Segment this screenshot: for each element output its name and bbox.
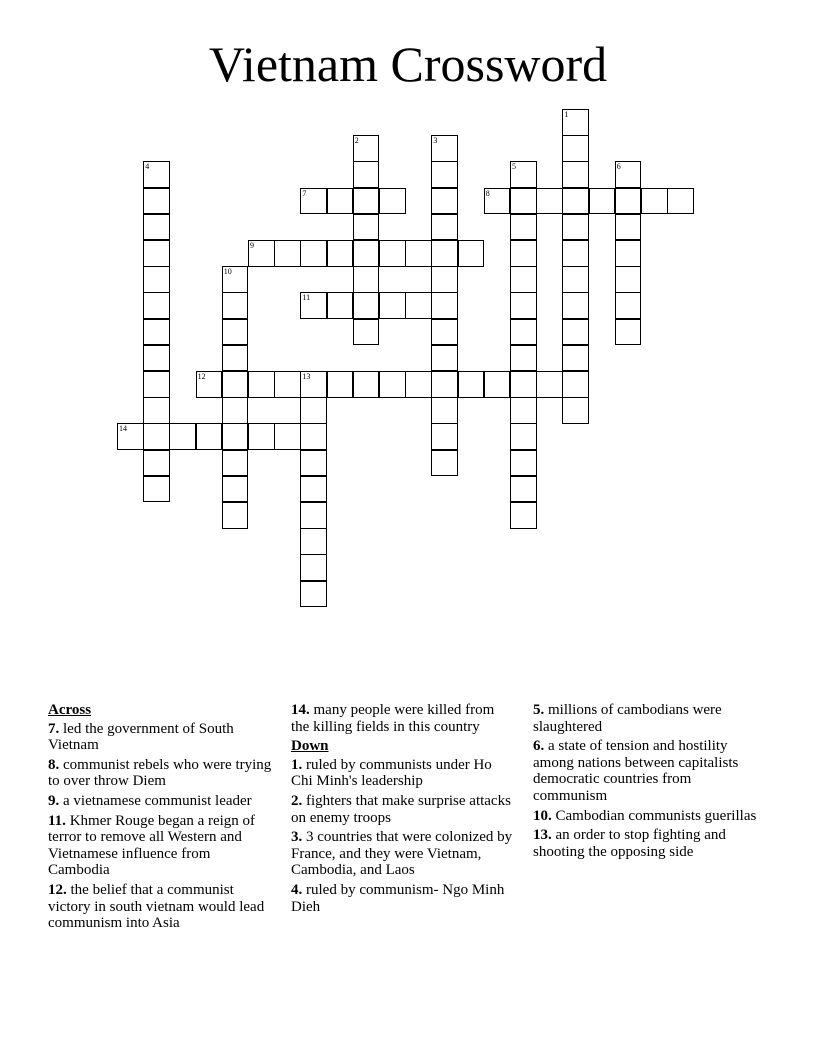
grid-cell[interactable]: [562, 292, 589, 319]
clue-across-8: 8. communist rebels who were trying to over throw Diem: [48, 756, 272, 790]
grid-cell[interactable]: [562, 397, 589, 424]
grid-cell[interactable]: [615, 161, 642, 188]
clues-column-3: [533, 702, 758, 863]
clue-down-4: 4. ruled by communism- Ngo Minh Dieh: [291, 881, 505, 915]
clue-number: 11: [302, 293, 311, 303]
grid-cell[interactable]: [667, 188, 694, 215]
grid-cell[interactable]: [431, 423, 458, 450]
clue-number: 3: [433, 136, 438, 146]
grid-cell[interactable]: [510, 319, 537, 346]
clue-down-6: 6. a state of tension and hostility among nations between capitalists democratic countries from communism: [533, 738, 739, 804]
grid-cell[interactable]: [510, 161, 537, 188]
grid-cell[interactable]: [143, 319, 170, 346]
grid-cell[interactable]: [562, 240, 589, 267]
grid-cell[interactable]: [431, 292, 458, 319]
grid-cell[interactable]: [458, 240, 485, 267]
grid-cell[interactable]: [510, 214, 537, 241]
grid-cell[interactable]: [562, 266, 589, 293]
grid-cell[interactable]: [300, 292, 327, 319]
grid-cell[interactable]: [562, 319, 589, 346]
grid-cell[interactable]: [300, 554, 327, 581]
across-heading: Across: [48, 702, 92, 718]
clue-across-11: 11. Khmer Rouge began a reign of terror to remove all Western and Vietnamese influence from Cambodia: [48, 812, 256, 879]
grid-cell[interactable]: [615, 319, 642, 346]
grid-cell[interactable]: [143, 292, 170, 319]
grid-cell[interactable]: [143, 397, 170, 424]
grid-cell[interactable]: [274, 423, 301, 450]
grid-cell[interactable]: [615, 266, 642, 293]
grid-cell[interactable]: [300, 371, 327, 398]
clue-number: 7: [302, 188, 307, 198]
grid-cell[interactable]: [379, 371, 406, 398]
grid-cell[interactable]: [222, 397, 249, 424]
grid-cell[interactable]: [379, 292, 406, 319]
grid-cell[interactable]: [353, 319, 380, 346]
clues-column-2: [291, 702, 516, 918]
clue-down-10: 10. Cambodian communists guerillas: [533, 807, 757, 824]
grid-cell[interactable]: [222, 345, 249, 372]
grid-cell[interactable]: [615, 214, 642, 241]
grid-cell[interactable]: [353, 292, 380, 319]
grid-cell[interactable]: [300, 397, 327, 424]
grid-cell[interactable]: [300, 581, 327, 608]
grid-cell[interactable]: [353, 214, 380, 241]
grid-cell[interactable]: [562, 161, 589, 188]
grid-cell[interactable]: [222, 450, 249, 477]
grid-cell[interactable]: [510, 371, 537, 398]
grid-cell[interactable]: [274, 371, 301, 398]
grid-cell[interactable]: [222, 423, 249, 450]
grid-cell[interactable]: [143, 161, 170, 188]
grid-cell[interactable]: [510, 188, 537, 215]
grid-cell[interactable]: [222, 476, 249, 503]
grid-cell[interactable]: [510, 423, 537, 450]
grid-cell[interactable]: [222, 266, 249, 293]
grid-cell[interactable]: [248, 371, 275, 398]
grid-cell[interactable]: [431, 319, 458, 346]
grid-cell[interactable]: [510, 450, 537, 477]
grid-cell[interactable]: [143, 188, 170, 215]
grid-cell[interactable]: [196, 423, 223, 450]
grid-cell[interactable]: [353, 266, 380, 293]
grid-cell[interactable]: [353, 135, 380, 162]
grid-cell[interactable]: [327, 240, 354, 267]
grid-cell[interactable]: [431, 188, 458, 215]
grid-cell[interactable]: [222, 502, 249, 529]
clue-number: 14: [119, 424, 127, 434]
grid-cell[interactable]: [274, 240, 301, 267]
grid-cell[interactable]: [143, 450, 170, 477]
clue-down-5: 5. millions of cambodians were slaughtered: [533, 702, 722, 735]
grid-cell[interactable]: [405, 371, 432, 398]
grid-cell[interactable]: [510, 292, 537, 319]
grid-cell[interactable]: [300, 502, 327, 529]
grid-cell[interactable]: [615, 292, 642, 319]
clue-across-7: 7. led the government of South Vietnam: [48, 720, 234, 754]
grid-cell[interactable]: [431, 240, 458, 267]
grid-cell[interactable]: [431, 397, 458, 424]
grid-cell[interactable]: [431, 214, 458, 241]
grid-cell[interactable]: [143, 345, 170, 372]
grid-cell[interactable]: [458, 371, 485, 398]
clue-across-12: 12. the belief that a communist victory in south vietnam would lead communism into Asia: [48, 881, 265, 932]
grid-cell[interactable]: [484, 371, 511, 398]
grid-cell[interactable]: [379, 240, 406, 267]
grid-cell[interactable]: [615, 188, 642, 215]
grid-cell[interactable]: [431, 266, 458, 293]
grid-cell[interactable]: [405, 292, 432, 319]
clue-down-3: 3. 3 countries that were colonized by France, and they were Vietnam, Cambodia, and Laos: [291, 829, 513, 879]
grid-cell[interactable]: [143, 240, 170, 267]
grid-cell[interactable]: [484, 188, 511, 215]
grid-cell[interactable]: [248, 240, 275, 267]
grid-cell[interactable]: [510, 476, 537, 503]
grid-cell[interactable]: [641, 188, 668, 215]
grid-cell[interactable]: [510, 397, 537, 424]
grid-cell[interactable]: [169, 423, 196, 450]
grid-cell[interactable]: [510, 345, 537, 372]
grid-cell[interactable]: [431, 371, 458, 398]
grid-cell[interactable]: [222, 319, 249, 346]
down-heading: Down: [291, 738, 329, 755]
grid-cell[interactable]: [536, 371, 563, 398]
clues-column-1: [48, 702, 273, 935]
grid-cell[interactable]: [143, 423, 170, 450]
clue-down-2: 2. fighters that make surprise attacks on enemy troops: [291, 792, 511, 826]
grid-cell[interactable]: [510, 240, 537, 267]
clue-down-13: 13. an order to stop fighting and shooting the opposing side: [533, 827, 726, 860]
grid-cell[interactable]: [353, 240, 380, 267]
grid-cell[interactable]: [143, 266, 170, 293]
grid-cell[interactable]: [562, 345, 589, 372]
grid-cell[interactable]: [562, 188, 589, 215]
grid-cell[interactable]: [431, 135, 458, 162]
grid-cell[interactable]: [353, 371, 380, 398]
grid-cell[interactable]: [327, 292, 354, 319]
grid-cell[interactable]: [143, 476, 170, 503]
grid-cell[interactable]: [117, 423, 144, 450]
clue-down-1: 1. ruled by communists under Ho Chi Minh's leadership: [291, 756, 492, 790]
grid-cell[interactable]: [222, 292, 249, 319]
grid-cell[interactable]: [431, 345, 458, 372]
grid-cell[interactable]: [431, 161, 458, 188]
grid-cell[interactable]: [196, 371, 223, 398]
clue-number: 4: [145, 162, 150, 172]
grid-cell[interactable]: [300, 528, 327, 555]
clue-across-14: 14. many people were killed from the killing fields in this country: [291, 702, 495, 735]
grid-cell[interactable]: [431, 450, 458, 477]
grid-cell[interactable]: [143, 214, 170, 241]
grid-cell[interactable]: [562, 371, 589, 398]
grid-cell[interactable]: [300, 188, 327, 215]
grid-cell[interactable]: [379, 188, 406, 215]
grid-cell[interactable]: [248, 423, 275, 450]
clue-number: 2: [354, 136, 359, 146]
clue-number: 10: [223, 267, 232, 277]
grid-cell[interactable]: [510, 502, 537, 529]
grid-cell[interactable]: [536, 188, 563, 215]
puzzle-title: Vietnam Crossword: [208, 36, 608, 92]
grid-cell[interactable]: [222, 371, 249, 398]
clue-number: 13: [302, 372, 311, 381]
grid-cell[interactable]: [300, 450, 327, 477]
clue-number: 8: [485, 188, 490, 198]
grid-cell[interactable]: [353, 188, 380, 215]
grid-cell[interactable]: [353, 161, 380, 188]
grid-cell[interactable]: [615, 240, 642, 267]
grid-cell[interactable]: [143, 371, 170, 398]
grid-cell[interactable]: [589, 188, 616, 215]
clue-number: 5: [512, 162, 516, 172]
clue-across-9: 9. a vietnamese communist leader: [48, 792, 252, 809]
grid-cell[interactable]: [562, 135, 589, 162]
grid-cell[interactable]: [300, 240, 327, 267]
clue-number: 12: [197, 372, 206, 381]
grid-cell[interactable]: [562, 214, 589, 241]
grid-cell[interactable]: [405, 240, 432, 267]
grid-cell[interactable]: [327, 188, 354, 215]
clue-number: 6: [616, 162, 621, 172]
grid-cell[interactable]: [300, 423, 327, 450]
grid-cell[interactable]: [300, 476, 327, 503]
clue-number: 9: [250, 241, 254, 250]
grid-cell[interactable]: [327, 371, 354, 398]
clue-number: 1: [564, 110, 569, 119]
grid-cell[interactable]: [510, 266, 537, 293]
grid-cell[interactable]: [562, 109, 589, 136]
